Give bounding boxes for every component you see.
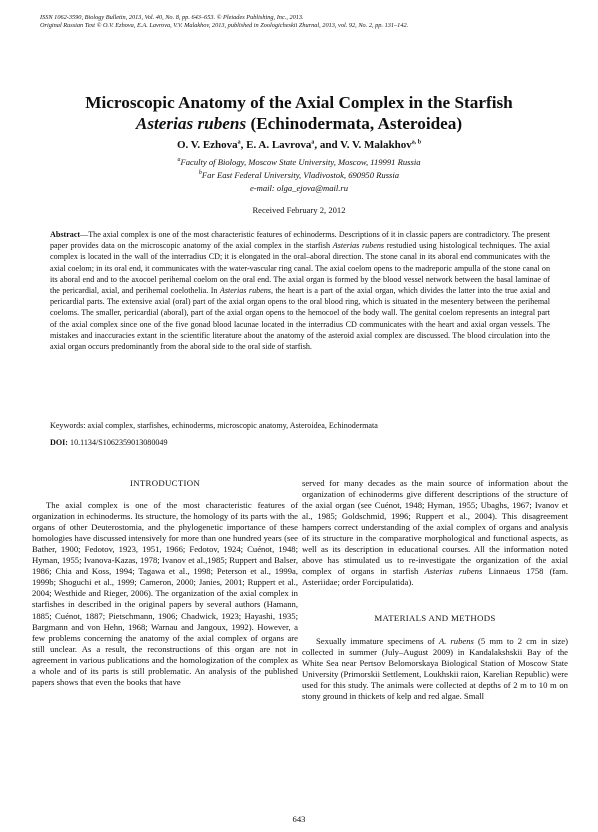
journal-header-line-2: Original Russian Text © O.V. Ezhova, E.A. Lavrova, V.V. Malakhov, 2013, published in Zoologicheskii Zhurnal, 2013, vol. 92, No. 2, pp. 131–142. [40, 22, 409, 30]
keywords-text: : axial complex, starfishes, echinoderms, microscopic anatomy, Asteroidea, Echinodermata [83, 421, 378, 430]
author-separator: , [240, 139, 247, 151]
article-title-line-2 [20, 113, 578, 134]
author-2: E. A. Lavrova [246, 139, 312, 151]
author-1-affiliation: a [237, 139, 241, 146]
affiliation-a-marker: a [177, 157, 181, 164]
title-taxon: (Echinodermata, Asteroidea) [246, 114, 463, 133]
section-heading-materials-methods: MATERIALS AND METHODS [374, 613, 496, 624]
article-title [20, 92, 578, 134]
methods-paragraph [302, 636, 568, 702]
abstract-species: Asterias rubens [219, 286, 271, 296]
author-3-affiliation: a, b [411, 139, 422, 146]
title-species-name: Asterias rubens [135, 114, 247, 133]
introduction-text: served for many decades as the main source of information about the organization of echinoderms give different descriptions of the structure of the axial organ (see Cuénot, 1948; Hyman, 1955; Ubaghs, 1967; Ivanov et al., 1985; Goldschmid, 1996; Ruppert et al., 2004). This disagreement hampers correct understanding of the axial complex of organs and analysis of its structure in the comparative morphological and functional aspects, as well as its description in educational courses. All the information noted above has stimulated us to re-investigate the organization of the axial complex of organs in starfish [302, 478, 568, 577]
author-2-affiliation: a [311, 139, 315, 146]
affiliation-b [20, 169, 578, 182]
introduction-paragraph-continued [302, 478, 568, 588]
methods-text: (5 mm to 2 cm in size) collected in summer (July–August 2009) in Kandalakshskii Bay of the White Sea near Pertsov Belomorskaya Biological Station of Moscow State University (Primorskii Settlement, Loukhskii raion, Karelian Republic) were used for this study. The animals were collected at depths of 2 m to 10 m on stony ground in thickets of kelp and red algae. Small [302, 635, 568, 701]
affiliations [20, 156, 578, 195]
abstract-label: Abstract [50, 230, 81, 239]
affiliation-a-text: Faculty of Biology, Moscow State University, Moscow, 119991 Russia [180, 157, 421, 167]
abstract [50, 229, 550, 352]
section-heading-introduction: INTRODUCTION [129, 478, 201, 488]
received-date: Received February 2, 2012 [252, 205, 346, 215]
abstract-species: Asterias rubens [332, 241, 385, 251]
methods-species: A. rubens [438, 635, 474, 646]
abstract-text: —The axial complex is one of the most characteristic features of echinoderms. Descriptions of it in classic papers are contradictory. The present paper provides data on the microscopic anatomy of the axial complex in the starfish [50, 230, 550, 251]
right-column [302, 478, 568, 702]
keywords-label: Keywords [50, 421, 84, 430]
doi-value: 10.1134/S1062359013080049 [68, 438, 168, 447]
page-number: 643 [292, 814, 306, 824]
article-title-line-1: Microscopic Anatomy of the Axial Complex in the Starfish [85, 93, 513, 112]
doi-label: DOI: [50, 438, 68, 447]
author-list [20, 139, 578, 151]
author-1: O. V. Ezhova [176, 139, 238, 151]
author-3: V. V. Malakhov [340, 139, 412, 151]
abstract-text: restudied using histological techniques. The axial complex is located in the wall of the interradius CD; it is elongated in the oral–aboral direction. The stone canal in its aboral end communicates with the axial coelom; in its oral end, it communicates with the water-vascular ring canal. The axial coelom opens to the madreporic ampulla of the stone canal on its aboral end and to the axocoel perihemal coelom on the oral end. The axial organ is formed by the blood vessel network between the basal laminae of the pericardial, axial, and perihemal coelothelia. In [50, 241, 550, 296]
doi [50, 437, 550, 448]
affiliation-a [20, 156, 578, 169]
journal-header-line-1: ISSN 1062-3590, Biology Bulletin, 2013, Vol. 40, No. 8, pp. 643–653. © Pleiades Publishing, Inc., 2013. [40, 14, 304, 21]
affiliation-b-marker: b [198, 170, 202, 177]
author-separator: , and [314, 139, 341, 151]
affiliation-b-text: Far East Federal University, Vladivostok, 690950 Russia [201, 170, 400, 180]
introduction-species: Asterias rubens [424, 566, 483, 577]
journal-header [40, 14, 560, 31]
abstract-text: , the heart is a part of the axial organ, which divides the latter into the true axial and pericardial parts. The extensive axial (oral) part of the axial organ opens to the oral blood ring, which is situated in the mesentery between the perihemal coeloms. The smaller, pericardial (aboral), part of the axial organ opens to the hemocoel of the body wall. The genital coelom represents an integral part of the axial complex since one of the five gonad blood lacunae located in the interradius CD communicates with the heart and axial organ vessels. The mistakes and inaccuracies extant in the scientific literature about the anatomy of the asteroid axial complex are discussed. The blood circulation into the axial organ occurs predominantly from the aboral side to the oral side of starfish. [50, 286, 551, 352]
introduction-text: Linnaeus 1758 (fam. Asteriidae; order Forcipulatida). [302, 566, 569, 588]
contact-email: e-mail: olga_ejova@mail.ru [249, 183, 349, 193]
left-column [32, 478, 298, 688]
keywords [50, 420, 550, 431]
introduction-paragraph: The axial complex is one of the most characteristic features of organization in echinoderms. Its structure, the homology of its parts with the organs of other Deuterostomia, and the phylogenetic importance of these homologies have discussed intensively for more than one hundred years (see Bather, 1900; Fedotov, 1923, 1951, 1966; Fedotov, 1924; Cuénot, 1948; Hyman, 1955; Ivanova-Kazas, 1978; Ivanov et al.,1985; Ruppert and Balser, 1986; Chia and Koss, 1994; Tagawa et al., 1998; Peterson et al., 1999a, 1999b; Shoguchi et al., 1999; Cameron, 2000; Janies, 2001; Ruppert et al., 2004; Westhide and Rieger, 2006). The organization of the axial complex in starfishes in described in the original papers by several authors (Hamann, 1885; Cuénot, 1887; Pietschmann, 1906; Chadwick, 1923; Hayashi, 1935; Bargmann and von Hehn, 1968; Warnau and Jangoux, 1992). However, a few problems concerning the anatomy of the axial complex of organs are still unclear. As a result, the reconstructions of this organ are not in agreement in various publications and the homologization of the complex as a whole and of its parts is still problematic. An analysis of the published papers shows that even the books that have [32, 500, 298, 687]
methods-text: Sexually immature specimens of [316, 635, 439, 646]
